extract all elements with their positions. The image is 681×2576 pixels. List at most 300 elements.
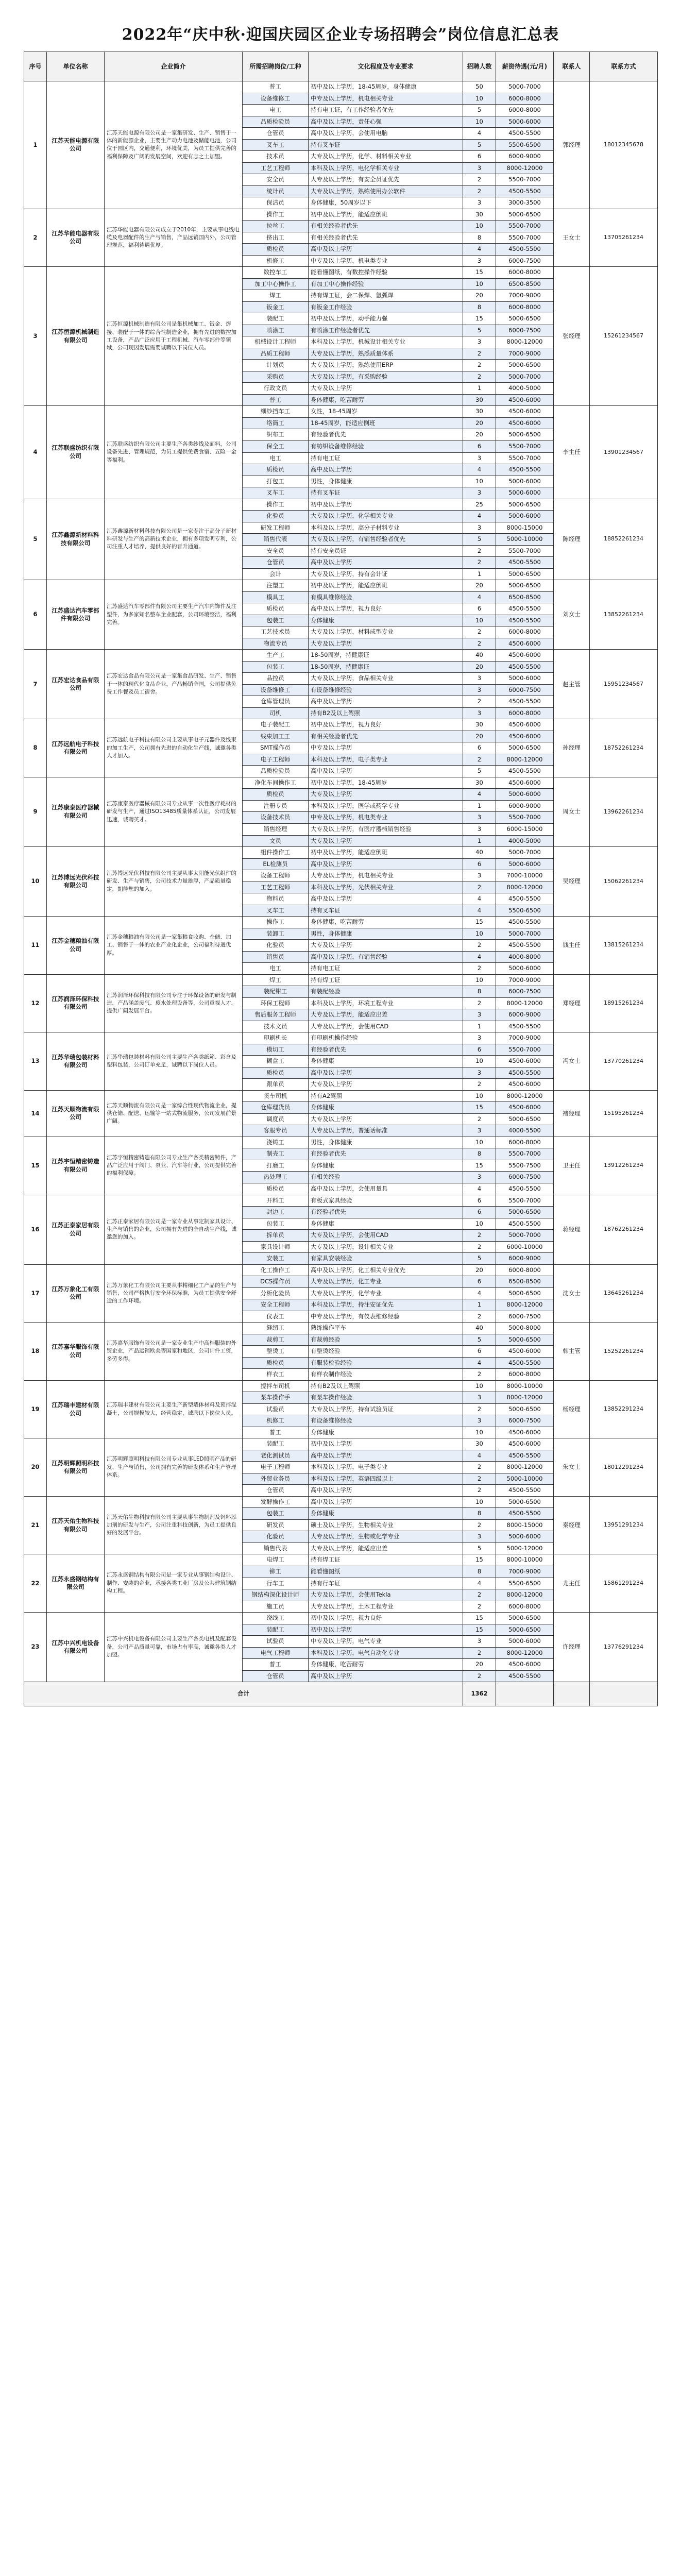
job-salary: 4500-5500 [496,917,554,928]
job-salary: 4500-6000 [496,1056,554,1067]
company-phone: 18752261234 [590,719,658,777]
job-count: 10 [463,476,496,487]
job-count: 10 [463,928,496,940]
job-requirement: 初中及以上学历 [309,499,463,511]
job-count: 10 [463,116,496,128]
job-requirement: 本科及以上学历，机械设计相关专业 [309,336,463,348]
job-requirement: 高中及以上学历，责任心强 [309,116,463,128]
company-phone: 13645261234 [590,1264,658,1323]
job-post: 行车工 [243,1578,309,1589]
job-post: 研发员 [243,1519,309,1531]
job-requirement: 持有叉车证 [309,905,463,917]
job-count: 3 [463,1125,496,1137]
job-requirement: 18-50周岁，持健康证 [309,661,463,673]
job-post: 跟单员 [243,1079,309,1091]
company-name: 江苏瑞丰建材有限公司 [47,1380,105,1438]
job-post: 采购员 [243,371,309,383]
table-row [24,650,658,662]
job-salary: 7000-9000 [496,290,554,302]
job-salary: 4500-5500 [496,1357,554,1369]
job-post: 操作工 [243,209,309,221]
job-count: 2 [463,1601,496,1613]
company-name: 江苏远航电子科技有限公司 [47,719,105,777]
job-salary: 4500-6000 [496,719,554,731]
job-salary: 8000-12000 [496,1462,554,1473]
job-post: 包装工 [243,1508,309,1520]
job-requirement: 大专及以上学历，持有试验员证 [309,1403,463,1415]
job-post: 发酵操作工 [243,1496,309,1508]
header-salary: 薪资待遇(元/月) [496,52,554,81]
job-post: 安全员 [243,545,309,557]
table-row [24,719,658,731]
job-requirement: 大专及以上学历 [309,940,463,952]
table-row [24,1090,658,1102]
job-requirement: 大专及以上学历，持有会计证 [309,568,463,580]
job-count: 30 [463,1438,496,1450]
job-post: 质检员 [243,464,309,476]
job-salary: 4500-6000 [496,1346,554,1358]
job-salary: 4500-5500 [496,603,554,615]
job-salary: 4500-5500 [496,661,554,673]
job-count: 2 [463,1113,496,1125]
job-count: 25 [463,499,496,511]
company-phone: 18762261234 [590,1195,658,1264]
job-salary: 5000-6500 [496,360,554,371]
job-requirement: 有经验者优先 [309,1044,463,1056]
job-post: 环保工程师 [243,997,309,1009]
job-requirement: 大专及以上学历，普通话标准 [309,1125,463,1137]
job-count: 3 [463,1531,496,1543]
job-post: 搅拌车司机 [243,1380,309,1392]
job-post: 物流专员 [243,638,309,650]
job-count: 3 [463,1032,496,1044]
job-count: 1 [463,568,496,580]
job-requirement: 高中及以上学历，有销售经验 [309,951,463,963]
job-requirement: 有整烫经验 [309,1346,463,1358]
job-salary: 8000-10000 [496,1554,554,1566]
job-count: 20 [463,429,496,441]
job-requirement: 大专及以上学历，材料成型专业 [309,626,463,638]
company-intro: 江苏润泽环保科技有限公司专注于环保设备的研发与制造，产品涵盖废气、废水处理设备等，公司重视人才，提供广阔发展平台。 [105,974,243,1032]
job-salary: 5500-7000 [496,1148,554,1160]
job-requirement: 身体健康 [309,1056,463,1067]
company-contact: 刘女士 [554,580,590,650]
job-post: 机修工 [243,255,309,267]
job-post: 仓管员 [243,128,309,140]
job-salary: 5500-7000 [496,452,554,464]
job-requirement: 初中及以上学历，动手能力强 [309,313,463,325]
job-count: 15 [463,1160,496,1172]
job-count: 2 [463,545,496,557]
job-salary: 6000-7500 [496,1311,554,1323]
job-requirement: 大专及以上学历 [309,1079,463,1091]
company-phone: 13901234567 [590,406,658,499]
job-post: 线束加工工 [243,731,309,742]
job-requirement: 大专及以上学历，会使用CAD [309,1230,463,1242]
job-salary: 4500-6000 [496,638,554,650]
job-salary: 4500-5500 [496,1508,554,1520]
company-seq: 3 [24,267,47,406]
job-count: 2 [463,1369,496,1381]
company-seq: 10 [24,847,47,917]
company-intro: 江苏宇恒精密铸造有限公司专业生产各类精密铸件，产品广泛应用于阀门、泵业、汽车等行业，公司提供完善的福利保障。 [105,1137,243,1195]
job-count: 3 [463,1172,496,1183]
job-post: 净化车间操作工 [243,777,309,789]
job-count: 4 [463,1287,496,1299]
job-requirement: 持有电工证 [309,452,463,464]
job-requirement: 初中及以上学历 [309,1438,463,1450]
job-requirement: 初中及以上学历，视力良好 [309,719,463,731]
job-post: 挤出工 [243,232,309,244]
job-requirement: 高中及以上学历 [309,766,463,777]
job-requirement: 有服装检验经验 [309,1357,463,1369]
job-salary: 5000-6500 [496,580,554,592]
company-intro: 江苏永盛钢结构有限公司是一家专业从事钢结构设计、制作、安装的企业，承接各类工业厂房及公共建筑钢结构工程。 [105,1554,243,1613]
company-phone: 15861291234 [590,1554,658,1613]
company-phone: 13705261234 [590,209,658,267]
job-salary: 5000-6000 [496,476,554,487]
job-salary: 5500-7000 [496,221,554,232]
company-name: 江苏华瑞包装材料有限公司 [47,1032,105,1091]
job-requirement: 中专及以上学历，有仪表维修经验 [309,1311,463,1323]
job-requirement: 大专及以上学历，熟练使用办公软件 [309,185,463,197]
job-count: 4 [463,1450,496,1462]
job-salary: 4500-5500 [496,1218,554,1230]
header-count: 招聘人数 [463,52,496,81]
job-count: 10 [463,1427,496,1438]
job-salary: 5000-6500 [496,429,554,441]
job-post: SMT操作员 [243,742,309,754]
job-post: 设备维修工 [243,93,309,105]
job-count: 6 [463,1207,496,1218]
job-salary: 5500-7000 [496,1044,554,1056]
job-salary: 4500-5500 [496,940,554,952]
job-count: 3 [463,684,496,696]
company-name: 江苏华能电器有限公司 [47,209,105,267]
job-salary: 4500-5500 [496,128,554,140]
job-post: 化验员 [243,940,309,952]
job-post: 操作工 [243,917,309,928]
job-count: 10 [463,221,496,232]
company-seq: 5 [24,499,47,580]
job-count: 10 [463,278,496,290]
company-intro: 江苏瑞丰建材有限公司主要生产新型墙体材料及预拌混凝土，公司规模较大，经营稳定，诚聘以下岗位人员。 [105,1380,243,1438]
job-count: 20 [463,731,496,742]
company-intro: 江苏正泰家居有限公司是一家专业从事定制家具设计、生产与销售的企业，公司拥有先进的全自动生产线，诚邀您的加入。 [105,1195,243,1264]
job-post: 打包工 [243,476,309,487]
company-name: 江苏永盛钢结构有限公司 [47,1554,105,1613]
job-requirement: 本科及以上学历，医学或药学专业 [309,800,463,812]
job-post: 叉车工 [243,139,309,151]
job-post: 老化测试员 [243,1450,309,1462]
job-salary: 7000-10000 [496,870,554,882]
job-count: 3 [463,197,496,209]
job-requirement: 有相关经验者优先 [309,221,463,232]
job-count: 2 [463,626,496,638]
job-count: 3 [463,162,496,174]
company-phone: 15195261234 [590,1090,658,1137]
job-post: EL检测员 [243,858,309,870]
job-requirement: 高中及以上学历 [309,858,463,870]
job-count: 15 [463,1554,496,1566]
company-seq: 18 [24,1323,47,1381]
job-post: 操作工 [243,499,309,511]
job-requirement: 高中及以上学历 [309,244,463,256]
table-row [24,81,658,93]
company-intro: 江苏鑫源新材料科技有限公司是一家专注于高分子新材料研发与生产的高新技术企业，拥有多项发明专利，公司注重人才培养，提供良好的晋升通道。 [105,499,243,580]
company-contact: 朱女士 [554,1438,590,1497]
job-post: 印刷机长 [243,1032,309,1044]
job-count: 8 [463,986,496,998]
job-requirement: 大专及以上学历，会使用Tekla [309,1589,463,1601]
job-post: 热处理工 [243,1172,309,1183]
job-salary: 5000-6500 [496,499,554,511]
job-count: 8 [463,232,496,244]
job-salary: 4500-5500 [496,1670,554,1682]
job-count: 15 [463,267,496,279]
job-salary: 8000-12000 [496,997,554,1009]
job-salary: 4500-5500 [496,1183,554,1195]
table-row [24,209,658,221]
job-salary: 4500-6000 [496,1079,554,1091]
job-post: 保全工 [243,440,309,452]
job-salary: 6000-8000 [496,1601,554,1613]
company-contact: 卫主任 [554,1137,590,1195]
job-salary: 8000-12000 [496,882,554,893]
job-requirement: 初中及以上学历，18-45周岁 [309,777,463,789]
job-count: 2 [463,1230,496,1242]
job-salary: 5500-7000 [496,174,554,186]
job-requirement: 大专及以上学历，设计相关专业 [309,1241,463,1253]
job-requirement: 高中及以上学历 [309,1450,463,1462]
job-count: 6 [463,1195,496,1207]
table-row [24,1264,658,1276]
job-requirement: 大专及以上学历，化学、材料相关专业 [309,151,463,163]
job-salary: 5500-6500 [496,1578,554,1589]
job-salary: 5000-6000 [496,487,554,499]
job-requirement: 有喷涂工作经验者优先 [309,325,463,336]
job-salary: 4500-6000 [496,777,554,789]
job-post: 调度员 [243,1113,309,1125]
job-post: 机修工 [243,1415,309,1427]
company-intro: 江苏天能电源有限公司是一家集研发、生产、销售于一体的新能源企业，主要生产动力电池及储能电池，公司位于园区内，交通便利，环境优美，为员工提供完善的福利保障及广阔的发展空间，欢迎有志之士加盟。 [105,81,243,209]
job-count: 2 [463,1485,496,1497]
job-requirement: 高中及以上学历，化工相关专业优先 [309,1264,463,1276]
job-requirement: 持有叉车证 [309,487,463,499]
job-requirement: 有纺织设备维修经验 [309,440,463,452]
job-requirement: 能看懂图纸 [309,1566,463,1578]
job-post: 普工 [243,1427,309,1438]
job-salary: 5000-6500 [496,742,554,754]
company-seq: 21 [24,1496,47,1554]
job-post: 售后服务工程师 [243,1009,309,1021]
job-salary: 5000-6000 [496,511,554,522]
job-post: 试验员 [243,1636,309,1648]
job-salary: 4000-5000 [496,835,554,847]
job-requirement: 大专及以上学历，化工专业 [309,1276,463,1288]
job-salary: 6000-10000 [496,1241,554,1253]
job-requirement: 有家具安装经验 [309,1253,463,1265]
job-requirement: 有经验者优先 [309,429,463,441]
job-requirement: 大专及以上学历，能适应出差 [309,1543,463,1554]
job-post: 铆工 [243,1566,309,1578]
job-requirement: 高中及以上学历 [309,1670,463,1682]
job-count: 10 [463,1056,496,1067]
company-seq: 23 [24,1613,47,1682]
job-requirement: 大专及以上学历，熟练使用ERP [309,360,463,371]
job-requirement: 本科及以上学历，环境工程专业 [309,997,463,1009]
job-requirement: 持有行车证 [309,1578,463,1589]
job-salary: 5000-6500 [496,1613,554,1624]
job-salary: 6000-7500 [496,684,554,696]
company-seq: 1 [24,81,47,209]
job-post: 电工 [243,963,309,975]
job-requirement: 持有B2及以上驾照 [309,707,463,719]
job-count: 2 [463,185,496,197]
job-salary: 6000-7500 [496,325,554,336]
table-body [24,81,658,1682]
job-requirement: 有相关经验者优先 [309,731,463,742]
job-post: 质检员 [243,603,309,615]
job-count: 1 [463,800,496,812]
job-salary: 4000-8000 [496,951,554,963]
job-count: 20 [463,661,496,673]
job-salary: 6000-7500 [496,1415,554,1427]
company-phone: 13776291234 [590,1613,658,1682]
company-phone: 18012345678 [590,81,658,209]
job-requirement: 大专及以上学历，机电相关专业 [309,870,463,882]
job-count: 4 [463,789,496,801]
job-post: 化验员 [243,1531,309,1543]
company-seq: 19 [24,1380,47,1438]
job-count: 5 [463,325,496,336]
job-count: 20 [463,1659,496,1671]
job-count: 30 [463,209,496,221]
job-post: 装配工 [243,1624,309,1636]
job-salary: 8000-15000 [496,522,554,534]
job-requirement: 高中及以上学历 [309,1067,463,1079]
job-requirement: 有设备维修经验 [309,684,463,696]
company-name: 江苏天能电源有限公司 [47,81,105,209]
job-count: 2 [463,1403,496,1415]
job-requirement: 有经验者优先 [309,1148,463,1160]
company-phone: 13815261234 [590,917,658,975]
job-requirement: 高中及以上学历 [309,1485,463,1497]
company-name: 江苏博远光伏科技有限公司 [47,847,105,917]
job-count: 3 [463,1636,496,1648]
job-salary: 5000-12000 [496,1543,554,1554]
job-salary: 5000-7000 [496,847,554,859]
job-requirement: 有设备维修经验 [309,1415,463,1427]
job-salary: 4500-6000 [496,650,554,662]
company-contact: 赵主管 [554,650,590,719]
job-count: 40 [463,847,496,859]
company-name: 江苏明辉照明科技有限公司 [47,1438,105,1497]
job-count: 2 [463,348,496,360]
company-name: 江苏恒源机械制造有限公司 [47,267,105,406]
job-salary: 8000-12000 [496,1589,554,1601]
job-requirement: 持有电工证 [309,963,463,975]
document-title: 2022年“庆中秋·迎国庆园区企业专场招聘会”岗位信息汇总表 [122,26,559,44]
job-count: 5 [463,1334,496,1346]
company-intro: 江苏中兴机电设备有限公司主要生产各类电机及配套设备，公司产品质量可靠，市场占有率高，诚邀各类人才加盟。 [105,1613,243,1682]
job-post: 试验员 [243,1403,309,1415]
job-count: 15 [463,313,496,325]
job-salary: 5000-6500 [496,1496,554,1508]
job-post: 仓库理货员 [243,1102,309,1114]
job-requirement: 男性，身体健康 [309,928,463,940]
job-salary: 5000-6500 [496,1287,554,1299]
job-post: 电子工程师 [243,754,309,766]
company-seq: 13 [24,1032,47,1091]
job-count: 15 [463,917,496,928]
job-requirement: 身体健康 [309,615,463,626]
job-count: 30 [463,777,496,789]
job-requirement: 大专及以上学历，有采购经验 [309,371,463,383]
job-requirement: 18-45周岁，能适应倒班 [309,417,463,429]
job-count: 6 [463,1276,496,1288]
company-contact: 尤主任 [554,1554,590,1613]
job-salary: 4500-5500 [496,893,554,905]
job-count: 6 [463,1346,496,1358]
job-requirement: 初中及以上学历，视力良好 [309,1613,463,1624]
job-post: 品控员 [243,673,309,685]
job-post: 打磨工 [243,1160,309,1172]
job-count: 40 [463,1323,496,1334]
job-salary: 8000-12000 [496,1090,554,1102]
job-salary: 4500-5500 [496,696,554,708]
job-post: 设备维修工 [243,684,309,696]
job-post: 封边工 [243,1207,309,1218]
company-name: 江苏天顺物流有限公司 [47,1090,105,1137]
job-salary: 5000-6000 [496,673,554,685]
header-phone: 联系方式 [590,52,658,81]
job-post: 普工 [243,394,309,406]
job-post: 仪表工 [243,1311,309,1323]
table-header-row [24,52,658,81]
total-filler [590,1682,658,1706]
job-salary: 5000-6000 [496,1636,554,1648]
job-salary: 8000-12000 [496,754,554,766]
company-contact: 秦经理 [554,1496,590,1554]
job-requirement: 女性，18-45周岁 [309,406,463,418]
job-salary: 6500-8500 [496,278,554,290]
job-post: 设备工程师 [243,870,309,882]
job-post: 质检员 [243,789,309,801]
table-row [24,917,658,928]
job-requirement: 持有焊工证，会二保焊、氩弧焊 [309,290,463,302]
company-intro: 江苏天顺物流有限公司是一家综合性现代物流企业，提供仓储、配送、运输等一站式物流服务，公司发展前景广阔。 [105,1090,243,1137]
job-requirement: 有泵车操作经验 [309,1392,463,1404]
table-row [24,1032,658,1044]
job-requirement: 中专及以上学历，机电类专业 [309,255,463,267]
job-requirement: 大专及以上学历，会使用CAD [309,1021,463,1032]
job-requirement: 男性，身体健康 [309,476,463,487]
company-phone: 13912261234 [590,1137,658,1195]
job-salary: 8000-12000 [496,336,554,348]
job-post: 机械设计工程师 [243,336,309,348]
job-post: 样衣工 [243,1369,309,1381]
job-requirement: 持有焊工证 [309,974,463,986]
job-count: 3 [463,1415,496,1427]
job-requirement: 身体健康 [309,1160,463,1172]
job-count: 4 [463,591,496,603]
job-count: 40 [463,650,496,662]
job-post: 组件操作工 [243,847,309,859]
job-requirement: 身体健康，吃苦耐劳 [309,1659,463,1671]
job-requirement: 大专及以上学历，土木工程专业 [309,1601,463,1613]
job-count: 3 [463,870,496,882]
